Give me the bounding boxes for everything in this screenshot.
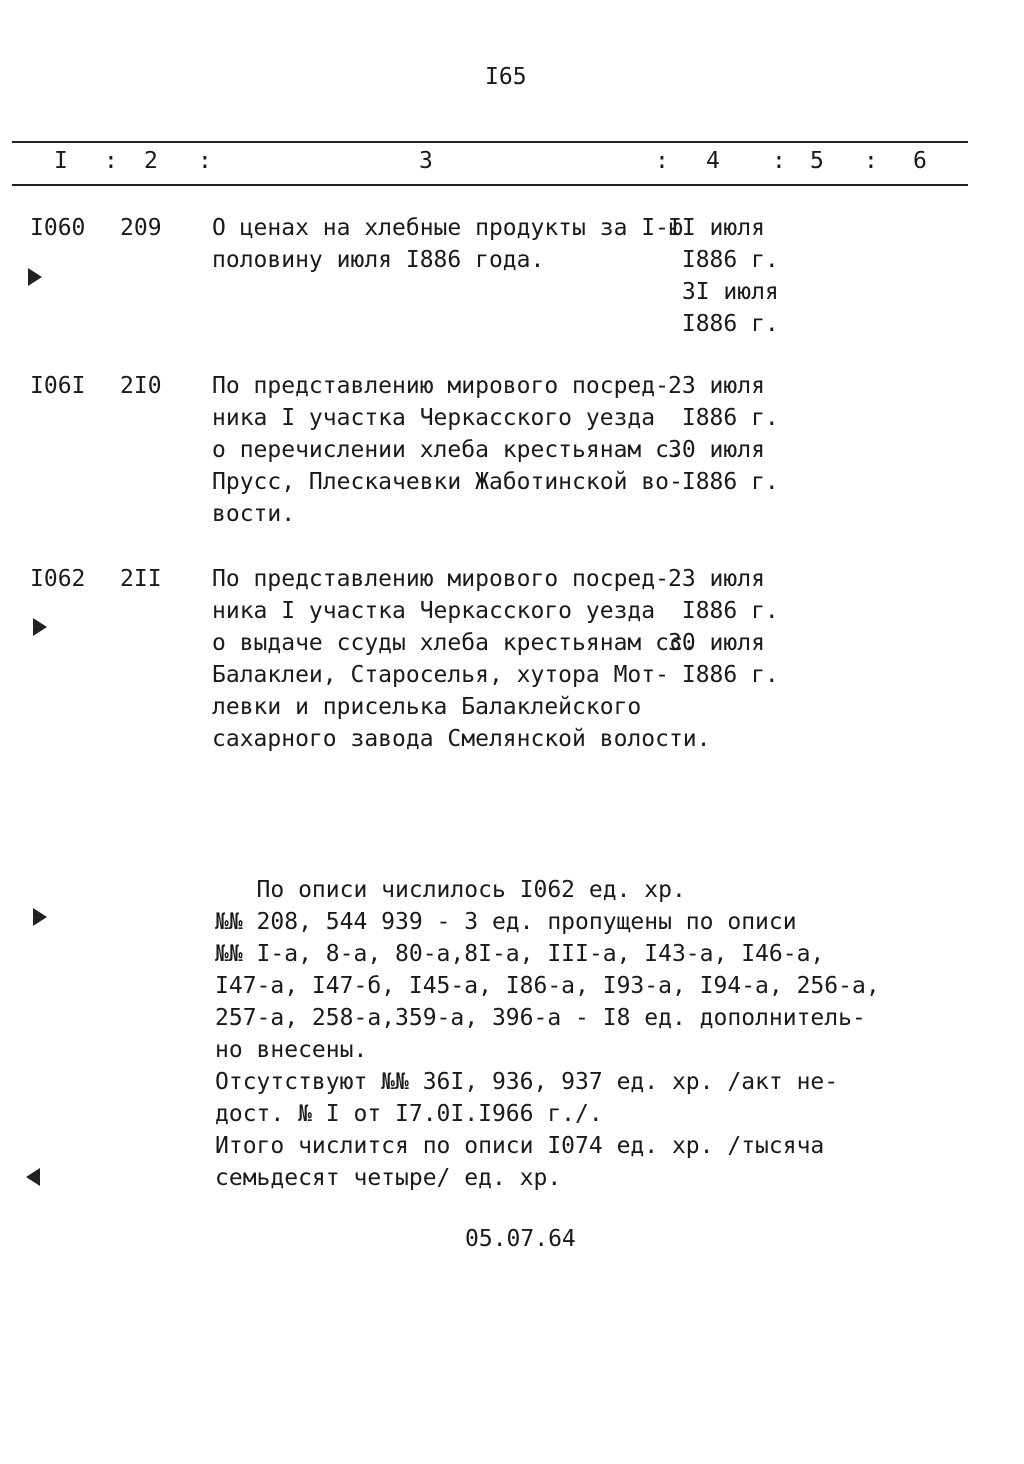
column-header-2: 2: [144, 148, 158, 174]
punch-hole-mark: [28, 268, 42, 286]
page-number: I65: [485, 64, 527, 90]
punch-hole-mark: [33, 618, 47, 636]
column-header-3: 3: [419, 148, 433, 174]
column-header-4: 4: [706, 148, 720, 174]
entry-description: По представлению мирового посред- ника I участка Черкасского уезда о выдаче ссуды хлеба крестьянам сс. Балаклеи, Староселья, хутора Мот- левки и приселька Балаклейского сахарного завода Смелянской волости.: [212, 566, 711, 752]
file-number: 2I0: [120, 373, 162, 399]
entry-dates: 23 июля I886 г. 30 июля I886 г.: [668, 373, 779, 495]
entry-description: По представлению мирового посред- ника I участка Черкасского уезда о перечислении хлеба крестьянам с. Прусс, Плескачевки Жаботинской во- вости.: [212, 373, 683, 527]
signature-date: 05.07.64: [465, 1226, 576, 1252]
column-separator: :: [655, 148, 669, 174]
punch-hole-mark: [33, 908, 47, 926]
punch-hole-mark: [26, 1168, 40, 1186]
entry-number: I06I: [30, 373, 86, 399]
column-separator: :: [104, 148, 118, 174]
header-rule-top: [12, 141, 968, 143]
file-number: 2II: [120, 566, 162, 592]
file-number: 209: [120, 215, 162, 241]
column-header-1: I: [54, 148, 68, 174]
entry-dates: 23 июля I886 г. 30 июля I886 г.: [668, 566, 779, 688]
column-header-6: 6: [913, 148, 927, 174]
column-header-5: 5: [810, 148, 824, 174]
entry-number: I060: [30, 215, 86, 241]
entry-dates: II июля I886 г. 3I июля I886 г.: [668, 215, 779, 337]
entry-description: О ценах на хлебные продукты за I-ю половину июля I886 года.: [212, 215, 683, 273]
header-rule-bottom: [12, 184, 968, 186]
column-separator: :: [864, 148, 878, 174]
entry-number: I062: [30, 566, 86, 592]
column-separator: :: [772, 148, 786, 174]
summary-note: По описи числилось I062 ед. хр. №№ 208, 544 939 - 3 ед. пропущены по описи №№ I-а, 8-а, 80-а,8I-а, III-а, I43-а, I46-а, I47-а, I47-б, I45-а, I86-а, I93-а, I94-а, 256-а, 257-а, 258-а,359-а, 396-а - I8 ед. дополнитель- но внесены. Отсутствуют №№ 36I, 936, 937 ед. хр. /акт не- дост. № I от I7.0I.I966 г./. Итого числится по описи I074 ед. хр. /тысяча семьдесят четыре/ ед. хр.: [215, 877, 880, 1191]
column-separator: :: [198, 148, 212, 174]
